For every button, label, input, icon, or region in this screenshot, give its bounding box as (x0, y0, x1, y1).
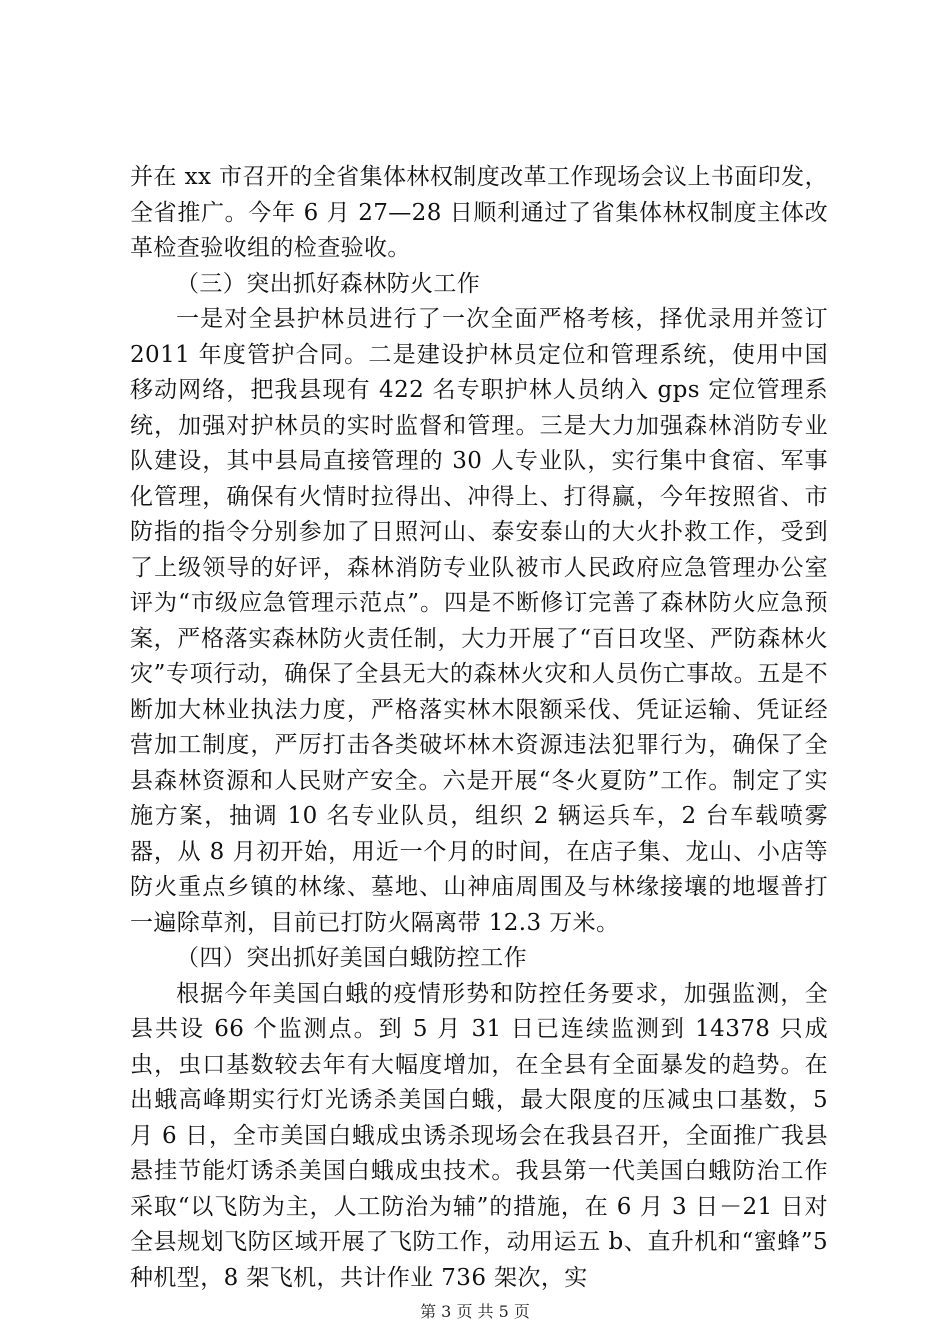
section-heading-3: （三）突出抓好森林防火工作 (176, 270, 481, 297)
section-heading-4: （四）突出抓好美国白蛾防控工作 (176, 945, 527, 971)
paragraph-continuation: 并在 xx 市召开的全省集体林权制度改革工作现场会议上书面印发，全省推广。今年 6 月 27—28 日顺利通过了省集体林权制度主体改革检查验收组的检查验收。 (130, 164, 828, 261)
document-body (130, 160, 828, 1296)
page-number-footer: 第 3 页 共 5 页 (420, 1302, 530, 1321)
paragraph-forest-fire: 一是对全县护林员进行了一次全面严格考核，择优录用并签订 2011 年度管护合同。二是建设护林员定位和管理系统，使用中国移动网络，把我县现有 422 名专职护林人员纳入 gps 定位管理系统，加强对护林员的实时监督和管理。三是大力加强森林消防专业队建设，其中县局直接管理的 30 人专业队，实行集中食宿、军事化管理，确保有火情时拉得出、冲得上、打得赢，今年按照省、市防指的指令分别参加了日照河山、泰安泰山的大火扑救工作，受到了上级领导的好评，森林消防专业队被市人民政府应急管理办公室评为“市级应急管理示范点”。四是不断修订完善了森林防火应急预案，严格落实森林防火责任制，大力开展了“百日攻坚、严防森林火灾”专项行动，确保了全县无大的森林火灾和人员伤亡事故。五是不断加大林业执法力度，严格落实林木限额采伐、凭证运输、凭证经营加工制度，严厉打击各类破坏林木资源违法犯罪行为，确保了全县森林资源和人民财产安全。六是开展“冬火夏防”工作。制定了实施方案，抽调 10 名专业队员，组织 2 辆运兵车，2 台车载喷雾器，从 8 月初开始，用近一个月的时间，在店子集、龙山、小店等防火重点乡镇的林缘、墓地、山神庙周围及与林缘接壤的地堰普打一遍除草剂，目前已打防火隔离带 12.3 万米。 (130, 306, 828, 936)
paragraph-white-moth: 根据今年美国白蛾的疫情形势和防控任务要求，加强监测，全县共设 66 个监测点。到 5 月 31 日已连续监测到 14378 只成虫，虫口基数较去年有大幅度增加，在全县有全面暴发的趋势。在出蛾高峰期实行灯光诱杀美国白蛾，最大限度的压减虫口基数，5 月 6 日，全市美国白蛾成虫诱杀现场会在我县召开，全面推广我县悬挂节能灯诱杀美国白蛾成虫技术。我县第一代美国白蛾防治工作采取“以飞防为主，人工防治为辅”的措施，在 6 月 3 日－21 日对全县规划飞防区域开展了飞防工作，动用运五 b、直升机和“蜜蜂”5 种机型，8 架飞机，共计作业 736 架次，实 (130, 980, 828, 1291)
